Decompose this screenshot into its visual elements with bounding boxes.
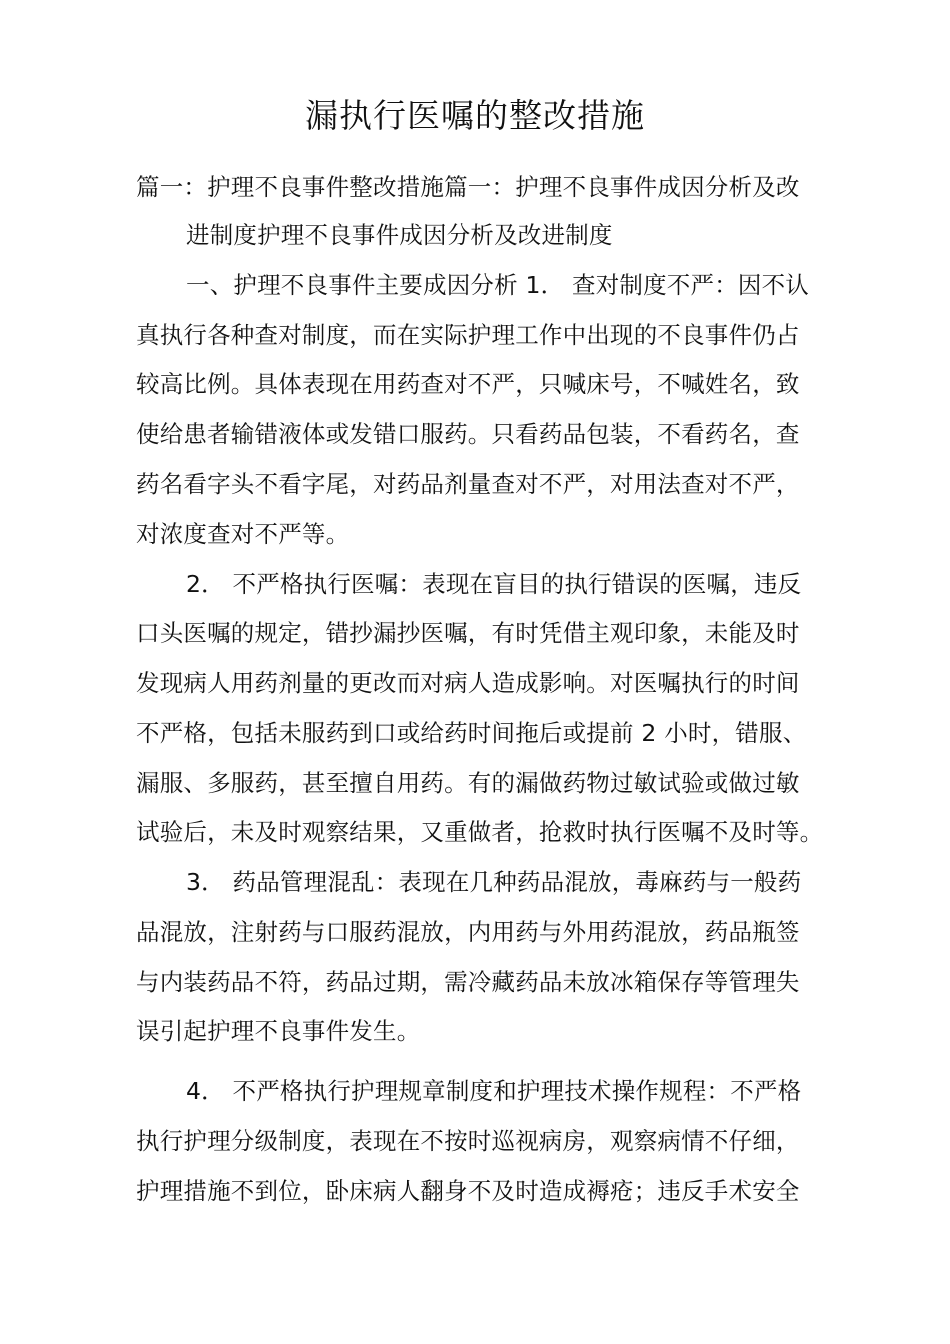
text-line: 真执行各种查对制度，而在实际护理工作中出现的不良事件仍占: [136, 321, 800, 349]
text-line: 品混放，注射药与口服药混放，内用药与外用药混放，药品瓶签: [136, 918, 800, 946]
text-line: 药名看字头不看字尾，对药品剂量查对不严，对用法查对不严，: [136, 470, 800, 498]
text-line: 与内装药品不符，药品过期，需冷藏药品未放冰箱保存等管理失: [136, 968, 800, 996]
text-line: 护理措施不到位，卧床病人翻身不及时造成褥疮；违反手术安全: [136, 1177, 800, 1205]
text-line: 篇一：护理不良事件整改措施篇一：护理不良事件成因分析及改: [136, 173, 800, 201]
text-line: 执行护理分级制度，表现在不按时巡视病房，观察病情不仔细，: [136, 1127, 800, 1155]
text-line: 一、护理不良事件主要成因分析 1． 查对制度不严：因不认: [186, 271, 809, 299]
text-line: 使给患者输错液体或发错口服药。只看药品包装，不看药名，查: [136, 420, 800, 448]
text-line: 试验后，未及时观察结果，又重做者，抢救时执行医嘱不及时等。: [136, 818, 824, 846]
document-title: 漏执行医嘱的整改措施: [305, 96, 645, 135]
text-line: 进制度护理不良事件成因分析及改进制度: [186, 221, 613, 249]
text-line: 误引起护理不良事件发生。: [136, 1017, 421, 1045]
text-line: 4． 不严格执行护理规章制度和护理技术操作规程：不严格: [186, 1077, 802, 1105]
text-line: 漏服、多服药，甚至擅自用药。有的漏做药物过敏试验或做过敏: [136, 769, 800, 797]
text-line: 较高比例。具体表现在用药查对不严，只喊床号，不喊姓名，致: [136, 370, 800, 398]
text-line: 3． 药品管理混乱：表现在几种药品混放，毒麻药与一般药: [186, 868, 802, 896]
text-line: 发现病人用药剂量的更改而对病人造成影响。对医嘱执行的时间: [136, 669, 800, 697]
text-line: 口头医嘱的规定，错抄漏抄医嘱，有时凭借主观印象，未能及时: [136, 619, 800, 647]
text-line: 不严格，包括未服药到口或给药时间拖后或提前 2 小时，错服、: [136, 719, 807, 747]
text-line: 对浓度查对不严等。: [136, 520, 350, 548]
text-line: 2． 不严格执行医嘱：表现在盲目的执行错误的医嘱，违反: [186, 570, 802, 598]
